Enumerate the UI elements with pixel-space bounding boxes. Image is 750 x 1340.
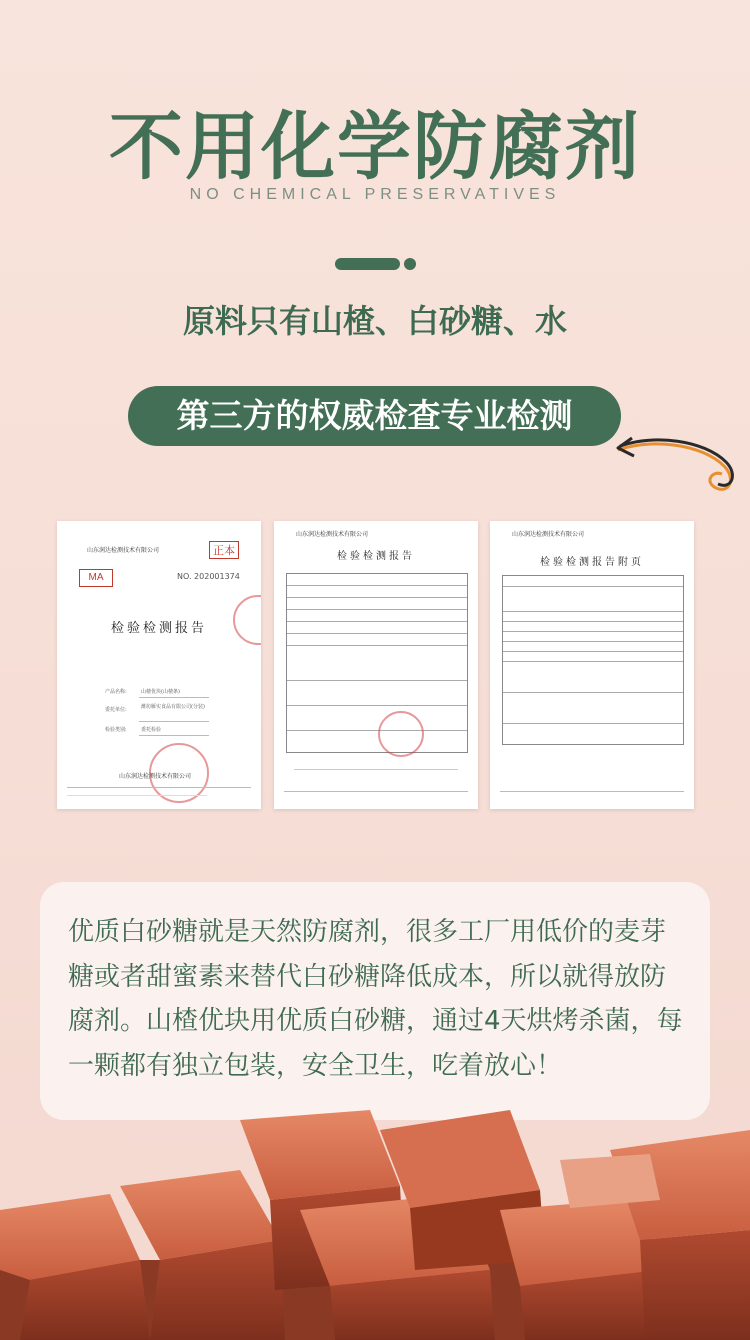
red-seal — [378, 711, 424, 757]
report-appendix[interactable] — [490, 521, 694, 809]
report-number: NO. 202001374 — [177, 572, 240, 581]
field-label: 产品名称: — [105, 689, 127, 695]
page-title: 不用化学防腐剂 — [109, 104, 641, 190]
divider — [67, 795, 207, 796]
description-card — [40, 882, 710, 1120]
doc-company: 山东润达检测技术有限公司 — [87, 547, 160, 554]
underline — [139, 721, 209, 722]
field-value: 委托检验 — [141, 727, 162, 733]
description-text: 优质白砂糖就是天然防腐剂，很多工厂用低价的麦芽糖或者甜蜜素来替代白砂糖降低成本，所以就得放防腐剂。山楂优块用优质白砂糖，通过4天烘烤杀菌，每一颗都有独立包装，安全卫生，吃着放心！ — [68, 917, 683, 1081]
hawthorn-candy-image — [0, 1090, 750, 1340]
field-label: 检验类别: — [105, 727, 127, 733]
doc-title: 检验检测报告附页 — [540, 557, 644, 568]
divider — [67, 787, 251, 788]
field-value: 山楂优块(山楂条) — [141, 689, 180, 695]
decorative-dash — [335, 258, 400, 270]
curved-arrow-icon — [612, 430, 742, 510]
doc-title: 检验检测报告 — [337, 551, 415, 562]
red-seal — [233, 595, 261, 645]
doc-company: 山东润达检测技术有限公司 — [512, 531, 585, 538]
divider — [500, 791, 684, 792]
signature-line — [294, 769, 458, 770]
report-page[interactable] — [274, 521, 478, 809]
english-subtitle: NO CHEMICAL PRESERVATIVES — [189, 186, 561, 203]
report-cover[interactable] — [57, 521, 261, 809]
decorative-dot — [404, 258, 416, 270]
field-value: 潍坊雁实食品有限公司(分装) — [141, 704, 205, 710]
appendix-table — [502, 575, 684, 745]
cma-logo: MA — [79, 569, 113, 587]
report-table — [286, 573, 468, 753]
field-label: 委托单位: — [105, 707, 127, 713]
doc-footer: 山东润达检测技术有限公司 — [119, 773, 192, 780]
ingredients-tagline: 原料只有山楂、白砂糖、水 — [182, 302, 567, 340]
doc-title: 检验检测报告 — [110, 621, 207, 636]
testing-pill: 第三方的权威检查专业检测 — [128, 386, 621, 446]
official-badge: 正本 — [209, 541, 239, 559]
divider — [284, 791, 468, 792]
underline — [139, 697, 209, 698]
doc-company: 山东润达检测技术有限公司 — [296, 531, 369, 538]
underline — [139, 735, 209, 736]
